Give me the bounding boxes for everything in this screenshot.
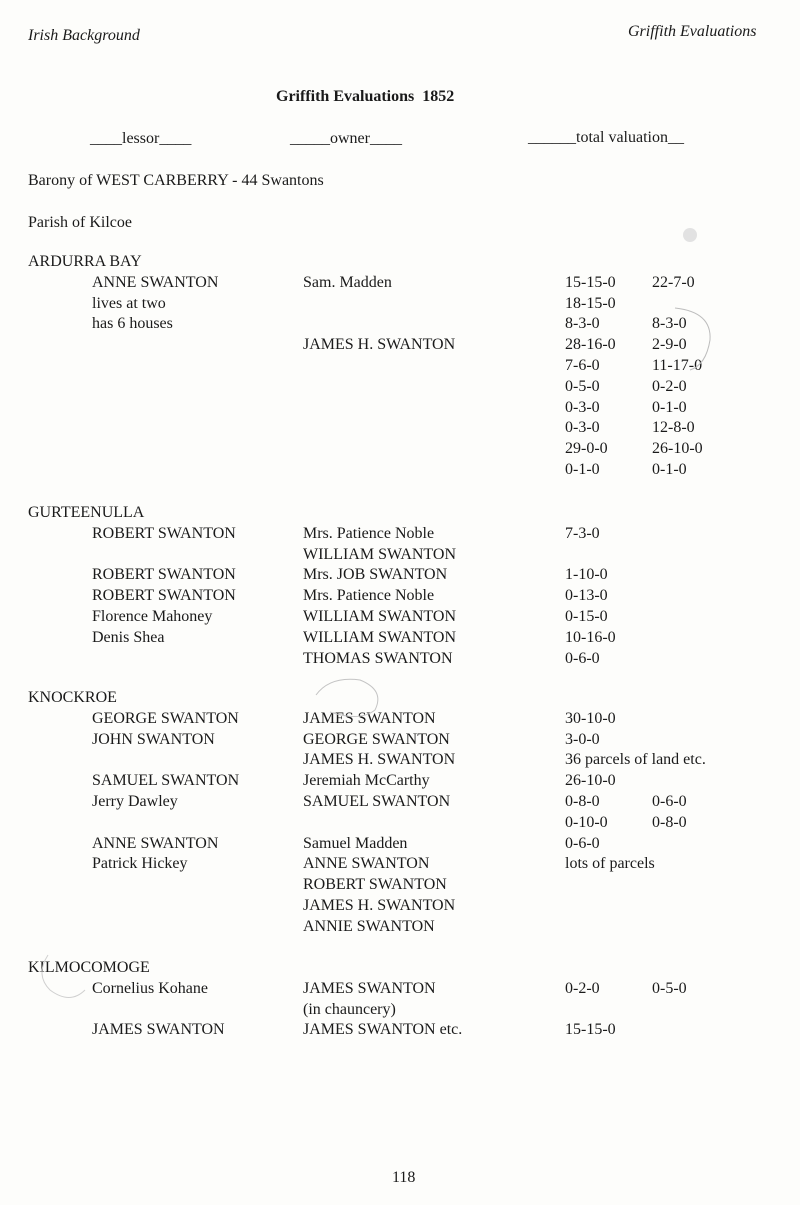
owner-cell: WILLIAM SWANTON bbox=[303, 608, 457, 625]
valuation-cell: 10-16-0 bbox=[565, 629, 616, 646]
valuation-cell: 8-3-0 bbox=[565, 315, 600, 332]
owner-cell: THOMAS SWANTON bbox=[303, 650, 453, 667]
valuation-cell-2: 8-3-0 bbox=[652, 315, 687, 332]
page-title: Griffith Evaluations 1852 bbox=[276, 88, 455, 105]
barony-line: Barony of WEST CARBERRY - 44 Swantons bbox=[28, 172, 324, 189]
valuation-cell: 7-3-0 bbox=[565, 525, 600, 542]
valuation-cell: 0-5-0 bbox=[565, 378, 600, 395]
owner-cell: ANNE SWANTON bbox=[303, 855, 430, 872]
valuation-cell: 0-3-0 bbox=[565, 399, 600, 416]
lessor-cell: ROBERT SWANTON bbox=[92, 587, 236, 604]
lessor-cell: lives at two bbox=[92, 295, 166, 312]
valuation-cell: 28-16-0 bbox=[565, 336, 616, 353]
valuation-cell: 1-10-0 bbox=[565, 566, 608, 583]
valuation-cell: 0-8-0 bbox=[565, 793, 600, 810]
owner-cell: JAMES SWANTON bbox=[303, 980, 436, 997]
owner-cell: JAMES SWANTON bbox=[303, 710, 436, 727]
running-header-left: Irish Background bbox=[28, 27, 140, 44]
valuation-cell-2: 0-6-0 bbox=[652, 793, 687, 810]
valuation-cell: 0-10-0 bbox=[565, 814, 608, 831]
owner-cell: Mrs. JOB SWANTON bbox=[303, 566, 448, 583]
valuation-cell: 7-6-0 bbox=[565, 357, 600, 374]
valuation-cell-2: 2-9-0 bbox=[652, 336, 687, 353]
lessor-cell: Denis Shea bbox=[92, 629, 165, 646]
valuation-cell: 15-15-0 bbox=[565, 274, 616, 291]
valuation-cell: 0-6-0 bbox=[565, 650, 600, 667]
lessor-cell: Patrick Hickey bbox=[92, 855, 188, 872]
page-number: 118 bbox=[392, 1169, 416, 1186]
owner-cell: JAMES SWANTON etc. bbox=[303, 1021, 463, 1038]
parish-line: Parish of Kilcoe bbox=[28, 214, 132, 231]
valuation-cell: 0-15-0 bbox=[565, 608, 608, 625]
owner-cell: GEORGE SWANTON bbox=[303, 731, 450, 748]
owner-cell: WILLIAM SWANTON bbox=[303, 629, 457, 646]
lessor-cell: ANNE SWANTON bbox=[92, 274, 219, 291]
owner-cell: Samuel Madden bbox=[303, 835, 408, 852]
townland-heading: KNOCKROE bbox=[28, 689, 117, 706]
valuation-cell: lots of parcels bbox=[565, 855, 655, 872]
lessor-cell: ROBERT SWANTON bbox=[92, 566, 236, 583]
lessor-cell: GEORGE SWANTON bbox=[92, 710, 239, 727]
valuation-cell: 0-13-0 bbox=[565, 587, 608, 604]
lessor-cell: ANNE SWANTON bbox=[92, 835, 219, 852]
townland-heading: ARDURRA BAY bbox=[28, 253, 142, 270]
valuation-cell-2: 0-8-0 bbox=[652, 814, 687, 831]
stain-mark bbox=[683, 228, 697, 242]
valuation-cell-2: 0-2-0 bbox=[652, 378, 687, 395]
valuation-cell-2: 22-7-0 bbox=[652, 274, 695, 291]
owner-cell: Jeremiah McCarthy bbox=[303, 772, 430, 789]
owner-cell: JAMES H. SWANTON bbox=[303, 336, 456, 353]
lessor-cell: SAMUEL SWANTON bbox=[92, 772, 240, 789]
lessor-cell: Cornelius Kohane bbox=[92, 980, 208, 997]
running-header-right: Griffith Evaluations bbox=[628, 23, 757, 40]
lessor-cell: JOHN SWANTON bbox=[92, 731, 215, 748]
valuation-cell-2: 0-1-0 bbox=[652, 461, 687, 478]
valuation-cell-2: 11-17-0 bbox=[652, 357, 703, 374]
owner-cell: (in chauncery) bbox=[303, 1001, 396, 1018]
valuation-cell-2: 26-10-0 bbox=[652, 440, 703, 457]
owner-cell: Sam. Madden bbox=[303, 274, 392, 291]
valuation-cell-2: 0-5-0 bbox=[652, 980, 687, 997]
column-header-owner: _____owner____ bbox=[290, 130, 402, 147]
valuation-cell: 26-10-0 bbox=[565, 772, 616, 789]
owner-cell: Mrs. Patience Noble bbox=[303, 525, 435, 542]
lessor-cell: ROBERT SWANTON bbox=[92, 525, 236, 542]
lessor-cell: Florence Mahoney bbox=[92, 608, 213, 625]
valuation-cell: 36 parcels of land etc. bbox=[565, 751, 706, 768]
owner-cell: ANNIE SWANTON bbox=[303, 918, 435, 935]
valuation-cell: 0-6-0 bbox=[565, 835, 600, 852]
owner-cell: JAMES H. SWANTON bbox=[303, 897, 456, 914]
column-header-total-valuation: ______total valuation__ bbox=[528, 129, 684, 146]
townland-heading: KILMOCOMOGE bbox=[28, 959, 150, 976]
lessor-cell: JAMES SWANTON bbox=[92, 1021, 225, 1038]
valuation-cell: 0-1-0 bbox=[565, 461, 600, 478]
owner-cell: SAMUEL SWANTON bbox=[303, 793, 451, 810]
valuation-cell: 0-3-0 bbox=[565, 419, 600, 436]
valuation-cell: 0-2-0 bbox=[565, 980, 600, 997]
valuation-cell: 18-15-0 bbox=[565, 295, 616, 312]
owner-cell: ROBERT SWANTON bbox=[303, 876, 447, 893]
valuation-cell: 30-10-0 bbox=[565, 710, 616, 727]
owner-cell: JAMES H. SWANTON bbox=[303, 751, 456, 768]
townland-heading: GURTEENULLA bbox=[28, 504, 145, 521]
lessor-cell: Jerry Dawley bbox=[92, 793, 178, 810]
valuation-cell-2: 0-1-0 bbox=[652, 399, 687, 416]
valuation-cell: 29-0-0 bbox=[565, 440, 608, 457]
valuation-cell: 3-0-0 bbox=[565, 731, 600, 748]
valuation-cell-2: 12-8-0 bbox=[652, 419, 695, 436]
owner-cell: Mrs. Patience Noble bbox=[303, 587, 435, 604]
lessor-cell: has 6 houses bbox=[92, 315, 173, 332]
owner-cell: WILLIAM SWANTON bbox=[303, 546, 457, 563]
valuation-cell: 15-15-0 bbox=[565, 1021, 616, 1038]
column-header-lessor: ____lessor____ bbox=[90, 130, 192, 147]
